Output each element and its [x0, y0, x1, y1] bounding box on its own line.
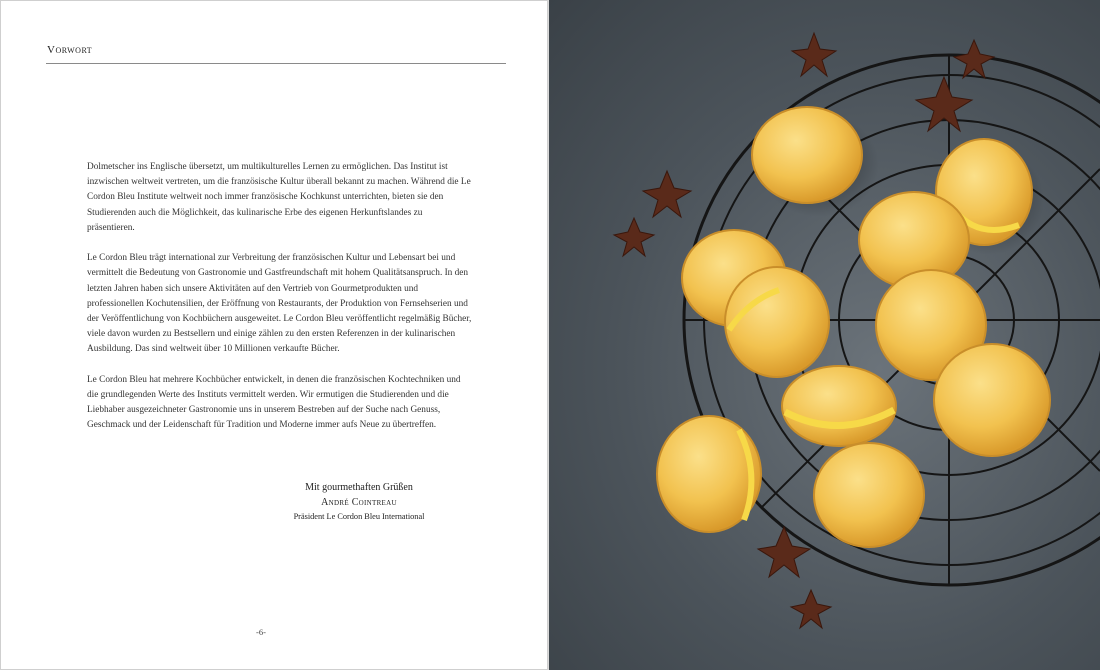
signature-block [231, 480, 487, 524]
macarons [657, 107, 1050, 547]
left-page [0, 0, 548, 670]
macaron-photo [549, 0, 1100, 670]
body-text [87, 160, 472, 449]
page-number: -6- [256, 627, 266, 637]
section-heading: Vorwort [47, 44, 93, 56]
signature-greeting: Mit gourmethaften Grüßen [305, 482, 413, 493]
paragraph-2: Le Cordon Bleu trägt international zur Verbreitung der französischen Kultur und Lebensart bei und vermittelt die Bedeutung von Gastronomie und Gastfreundschaft mit hohem Qualitätsanspruch. In den letzten Jahren haben sich unsere Aktivitäten auf den Vertrieb von Gourmetprodukten und professionellen Kochutensilien, der Eröffnung von Restaurants, der Produktion von Fernsehserien und der Veröffentlichung von Kochbüchern ausgeweitet. Le Cordon Bleu veröffentlicht regelmäßig Bücher, viele davon wurden zu Bestsellern und einige zählen zu den ersten Referenzen in der kulinarischen Ausbildung. Das sind weltweit über 10 Millionen verkaufte Bücher. [87, 253, 472, 355]
signature-name: André Cointreau [321, 497, 397, 508]
paragraph-1: Dolmetscher ins Englische übersetzt, um multikulturelles Lernen zu ermöglichen. Das Institut ist inzwischen weltweit vertreten, um die französische Kultur überall bekannt zu machen. Während die Le Cordon Bleu Institute weltweit noch immer französische Kochkunst unterrichten, bieten sie den Studierenden auch die Möglichkeit, das kulinarische Erbe des eigenen Herkunftslandes zu präsentieren. [87, 162, 471, 233]
heading-rule [46, 63, 506, 64]
right-page-photo [549, 0, 1100, 670]
signature-title: Präsident Le Cordon Bleu International [293, 512, 425, 521]
paragraph-3: Le Cordon Bleu hat mehrere Kochbücher entwickelt, in denen die französischen Kochtechniken und die grundlegenden Werte des Instituts vermittelt werden. Wir ermutigen die Studierenden und die Liebhaber ausgezeichneter Gastronomie uns in unserem Bestreben auf der Suche nach Genuss, Geschmack und der Leidenschaft für Tradition und Moderne immer aufs Neue zu übertreffen. [87, 374, 461, 431]
